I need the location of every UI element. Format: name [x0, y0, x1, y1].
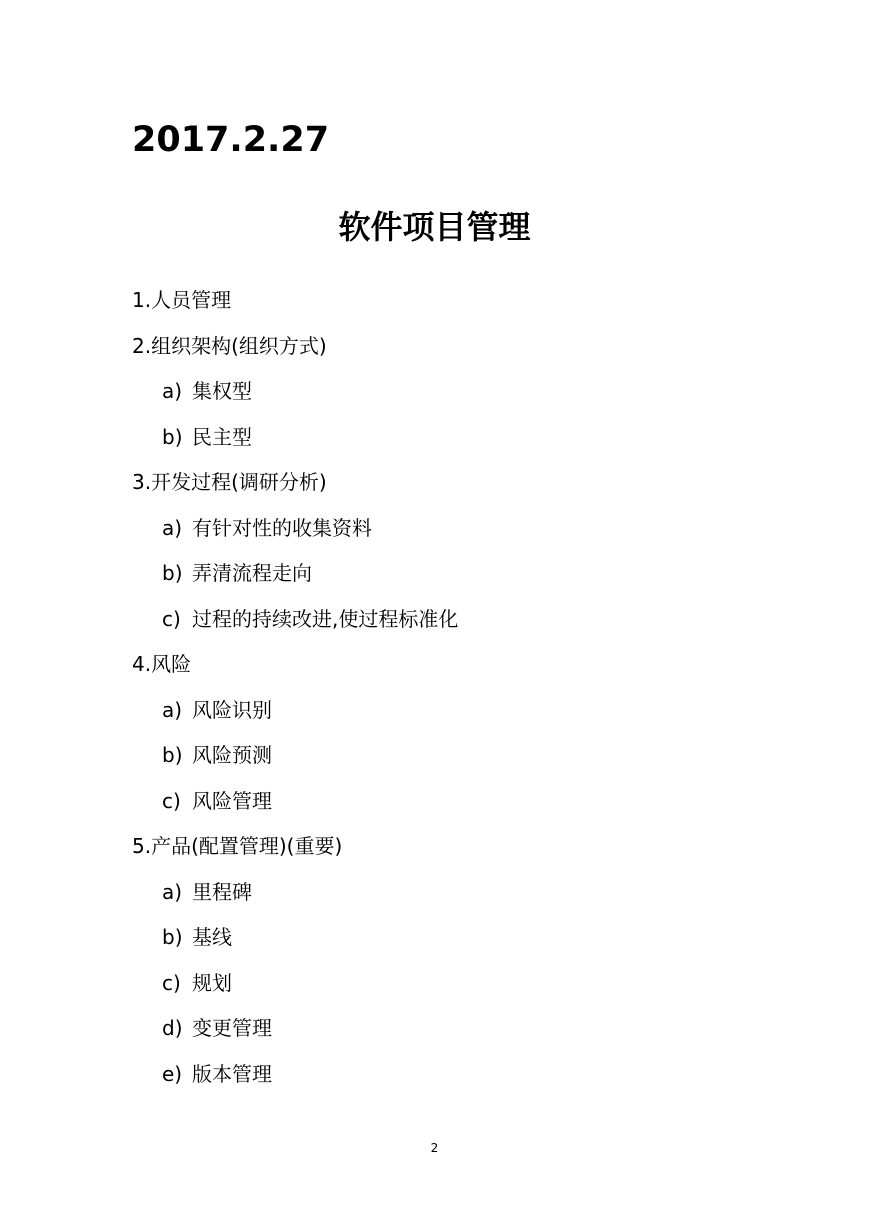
list-marker: b): [162, 925, 183, 949]
list-item: [132, 922, 772, 968]
section-heading: 4.风险: [132, 652, 192, 676]
list-item: [132, 513, 772, 559]
section-heading: 3.开发过程(调研分析): [132, 470, 327, 494]
list-marker: c): [162, 788, 181, 813]
list-marker: e): [162, 1061, 183, 1086]
list-marker: a): [162, 697, 183, 722]
list-item-text: 风险管理: [192, 788, 272, 813]
list-item-text: 基线: [192, 925, 232, 949]
list-item-text: 民主型: [192, 424, 252, 449]
list-marker: a): [162, 515, 183, 540]
list-item: [132, 740, 772, 786]
list-item: [132, 422, 772, 468]
list-marker: d): [162, 1016, 183, 1040]
list-item: [132, 786, 772, 832]
list-item-text: 版本管理: [192, 1061, 272, 1086]
section-heading: 2.组织架构(组织方式): [132, 333, 327, 358]
document-outline: [132, 285, 772, 1104]
list-marker: c): [162, 606, 181, 631]
list-item: [132, 968, 772, 1014]
list-item: [132, 1059, 772, 1105]
list-item-text: 有针对性的收集资料: [192, 515, 372, 540]
section-heading: 1.人员管理: [132, 288, 232, 312]
list-item-text: 规划: [192, 970, 232, 995]
list-marker: a): [162, 879, 183, 904]
list-marker: b): [162, 424, 183, 449]
list-item: [132, 558, 772, 604]
list-item-text: 变更管理: [192, 1016, 272, 1040]
list-item-text: 过程的持续改进,使过程标准化: [192, 606, 459, 631]
list-marker: b): [162, 743, 183, 767]
list-marker: b): [162, 561, 183, 585]
list-marker: c): [162, 970, 181, 995]
list-item: [132, 695, 772, 741]
document-date: 2017.2.27: [132, 120, 330, 160]
list-item-text: 弄清流程走向: [192, 561, 312, 585]
list-item: [132, 877, 772, 923]
list-item-text: 集权型: [192, 379, 252, 403]
list-item-text: 里程碑: [192, 879, 252, 904]
list-item: [132, 604, 772, 650]
document-title: 软件项目管理: [338, 208, 531, 246]
list-item: [132, 376, 772, 422]
list-item-text: 风险预测: [192, 743, 272, 767]
list-item: [132, 1013, 772, 1059]
page-number: 2: [430, 1141, 439, 1155]
list-item-text: 风险识别: [192, 697, 272, 722]
list-marker: a): [162, 379, 183, 403]
section-heading: 5.产品(配置管理)(重要): [132, 834, 343, 858]
